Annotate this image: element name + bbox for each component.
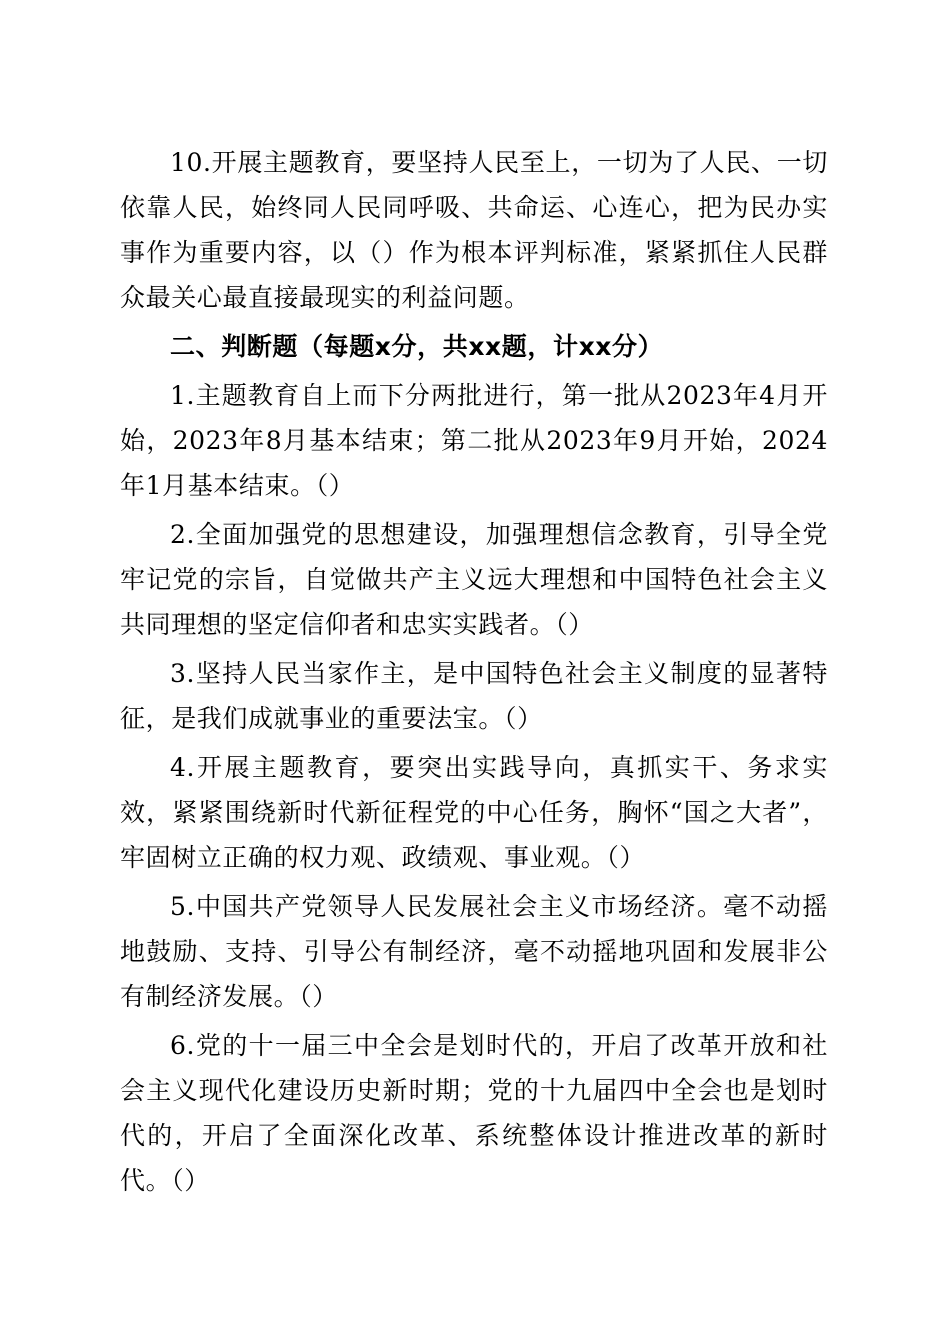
judgment-question-1: 1.主题教育自上而下分两批进行，第一批从2023年4月开始，2023年8月基本结束；第二批从2023年9月开始，2024年1月基本结束。（） <box>120 381 828 500</box>
judgment-question-6: 6.党的十一届三中全会是划时代的，开启了改革开放和社会主义现代化建设历史新时期；党的十九届四中全会也是划时代的，开启了全面深化改革、系统整体设计推进改革的新时代。（） <box>120 1031 828 1195</box>
judgment-question-5: 5.中国共产党领导人民发展社会主义市场经济。毫不动摇地鼓励、支持、引导公有制经济，毫不动摇地巩固和发展非公有制经济发展。（） <box>120 892 828 1011</box>
judgment-question-4: 4.开展主题教育，要突出实践导向，真抓实干、务求实效，紧紧围绕新时代新征程党的中心任务，胸怀“国之大者”，牢固树立正确的权力观、政绩观、事业观。（） <box>120 753 828 872</box>
judgment-question-3: 3.坚持人民当家作主，是中国特色社会主义制度的显著特征，是我们成就事业的重要法宝。（） <box>120 659 828 733</box>
judgment-question-2: 2.全面加强党的思想建设，加强理想信念教育，引导全党牢记党的宗旨，自觉做共产主义远大理想和中国特色社会主义共同理想的坚定信仰者和忠实实践者。（） <box>120 520 828 639</box>
document-body <box>120 140 828 1207</box>
section-heading-judgment: 二、判断题（每题x分，共xx题，计xx分） <box>170 332 664 361</box>
question-10-paragraph: 10.开展主题教育，要坚持人民至上，一切为了人民、一切依靠人民，始终同人民同呼吸、共命运、心连心，把为民办实事作为重要内容，以（）作为根本评判标准，紧紧抓住人民群众最关心最直接最现实的利益问题。 <box>120 148 828 312</box>
